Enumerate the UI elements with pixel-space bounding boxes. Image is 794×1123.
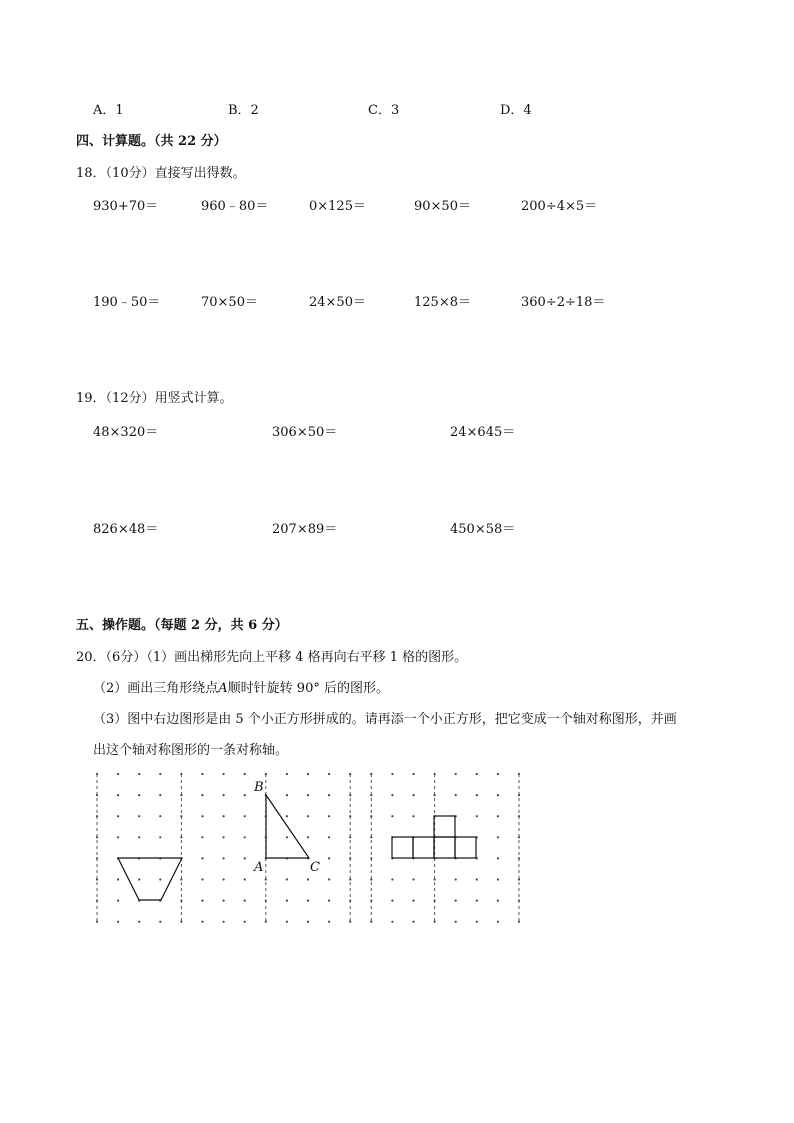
grid-dot xyxy=(476,773,478,775)
grid-dot xyxy=(244,836,246,838)
q18-title: 18．（10分）直接写出得数。 xyxy=(76,166,246,181)
grid-dot xyxy=(476,878,478,880)
q18-item: 24×50＝ xyxy=(309,295,366,310)
grid-dot xyxy=(286,900,288,902)
q19-item: 24×645＝ xyxy=(450,425,516,440)
grid-dot xyxy=(201,794,203,796)
grid-dot xyxy=(328,921,330,923)
q19-item: 48×320＝ xyxy=(93,425,159,440)
grid-dot xyxy=(223,773,225,775)
grid-dot xyxy=(201,836,203,838)
grid-dot xyxy=(117,921,119,923)
grid-dot xyxy=(412,900,414,902)
q19-item: 826×48＝ xyxy=(93,522,159,537)
grid-dot xyxy=(328,878,330,880)
q19-item: 306×50＝ xyxy=(272,425,338,440)
grid-dot xyxy=(244,773,246,775)
grid-dot xyxy=(201,815,203,817)
grid-dot xyxy=(244,815,246,817)
q19-title: 19．（12分）用竖式计算。 xyxy=(76,391,233,406)
vertex-a-label: A xyxy=(254,860,264,875)
q20-line-2-post: 顺时针旋转 90° 后的图形。 xyxy=(227,681,389,696)
grid-dot xyxy=(244,857,246,859)
grid-dot xyxy=(328,900,330,902)
grid-dot xyxy=(286,878,288,880)
grid-dot xyxy=(138,921,140,923)
grid-dot xyxy=(286,836,288,838)
q19-item: 450×58＝ xyxy=(450,522,516,537)
grid-dot xyxy=(497,900,499,902)
grid-dot xyxy=(117,815,119,817)
grid-dot xyxy=(307,773,309,775)
point-a-label: A xyxy=(218,681,228,696)
grid-dot xyxy=(138,773,140,775)
grid-dot xyxy=(391,921,393,923)
grid-dot xyxy=(117,836,119,838)
grid-dot xyxy=(223,815,225,817)
five-square-figure xyxy=(392,816,476,858)
grid-dot xyxy=(159,773,161,775)
grid-dot xyxy=(412,815,414,817)
grid-dot xyxy=(476,794,478,796)
grid-dot xyxy=(201,878,203,880)
q18-item: 360÷2÷18＝ xyxy=(521,295,606,310)
choice-b: B．2 xyxy=(228,103,259,118)
grid-dot xyxy=(244,794,246,796)
grid-dot xyxy=(201,900,203,902)
grid-dot xyxy=(223,794,225,796)
grid-dot xyxy=(497,794,499,796)
grid-dot xyxy=(412,794,414,796)
grid-dot xyxy=(412,773,414,775)
grid-dot xyxy=(159,921,161,923)
grid-dot xyxy=(159,815,161,817)
grid-dot xyxy=(286,921,288,923)
q20-line-2-pre: （2）画出三角形绕点 xyxy=(93,681,219,696)
grid-dot xyxy=(391,773,393,775)
trapezoid-shape xyxy=(118,858,182,900)
q20-line-1: 20．（6分）（1）画出梯形先向上平移 4 格再向右平移 1 格的图形。 xyxy=(76,650,468,665)
grid-dot xyxy=(455,900,457,902)
vertex-b-label: B xyxy=(254,780,264,795)
q18-item: 0×125＝ xyxy=(309,199,366,214)
unit-square xyxy=(413,837,434,858)
grid-dot xyxy=(307,836,309,838)
unit-square xyxy=(434,837,455,858)
grid-dot xyxy=(223,836,225,838)
q18-item: 190﹣50＝ xyxy=(93,295,161,310)
grid-dot xyxy=(138,836,140,838)
grid-dot xyxy=(244,900,246,902)
grid-dot xyxy=(497,878,499,880)
choice-d: D．4 xyxy=(500,103,532,118)
grid-dot xyxy=(307,815,309,817)
grid-dot xyxy=(391,815,393,817)
grid-dot xyxy=(286,794,288,796)
grid-dot xyxy=(138,878,140,880)
grid-dot xyxy=(328,836,330,838)
q18-item: 70×50＝ xyxy=(201,295,258,310)
grid-dot xyxy=(328,773,330,775)
grid-dot xyxy=(201,773,203,775)
grid-dot xyxy=(223,900,225,902)
grid-dot xyxy=(138,815,140,817)
grid-dot xyxy=(328,857,330,859)
grid-dot xyxy=(476,900,478,902)
grid-dot xyxy=(307,900,309,902)
grid-dot xyxy=(455,794,457,796)
q20-line-3: （3）图中右边图形是由 5 个小正方形拼成的。请再添一个小正方形，把它变成一个轴对称图形，并画 xyxy=(93,712,677,727)
q18-item: 90×50＝ xyxy=(414,199,471,214)
q20-line-4: 出这个轴对称图形的一条对称轴。 xyxy=(93,743,289,758)
grid-dot xyxy=(328,794,330,796)
grid-dot xyxy=(244,921,246,923)
q18-item: 930+70＝ xyxy=(93,199,159,214)
grid-dot xyxy=(307,921,309,923)
grid-dot xyxy=(159,836,161,838)
grid-dot xyxy=(497,836,499,838)
grid-dot xyxy=(159,878,161,880)
grid-dot xyxy=(307,794,309,796)
grid-dot xyxy=(244,878,246,880)
grid-dot xyxy=(138,794,140,796)
grid-dot xyxy=(159,794,161,796)
grid-dot xyxy=(391,794,393,796)
grid-dot xyxy=(201,921,203,923)
grid-dot xyxy=(497,815,499,817)
grid-dot xyxy=(455,773,457,775)
q19-item: 207×89＝ xyxy=(272,522,338,537)
grid-dot xyxy=(412,921,414,923)
grid-dot xyxy=(455,921,457,923)
grid-dot xyxy=(117,878,119,880)
unit-square xyxy=(455,837,476,858)
grid-dot xyxy=(223,857,225,859)
grid-dot xyxy=(286,773,288,775)
q18-item: 960﹣80＝ xyxy=(201,199,269,214)
q18-item: 125×8＝ xyxy=(414,295,471,310)
section-5-heading: 五、操作题。（每题 2 分，共 6 分） xyxy=(76,618,288,633)
grid-dot xyxy=(223,878,225,880)
grid-dot xyxy=(286,815,288,817)
grid-dot xyxy=(497,857,499,859)
grid-dot xyxy=(497,921,499,923)
section-4-heading: 四、计算题。（共 22 分） xyxy=(76,134,227,149)
choice-a: A．1 xyxy=(93,103,124,118)
choice-c: C．3 xyxy=(368,103,400,118)
unit-square xyxy=(434,816,455,837)
unit-square xyxy=(392,837,413,858)
q18-item: 200÷4×5＝ xyxy=(521,199,598,214)
grid-dot xyxy=(391,878,393,880)
grid-dot xyxy=(117,900,119,902)
grid-dot xyxy=(476,921,478,923)
grid-dot xyxy=(223,921,225,923)
grid-dot xyxy=(307,878,309,880)
triangle-shape xyxy=(266,795,309,858)
grid-dot xyxy=(412,878,414,880)
grid-dot xyxy=(455,878,457,880)
grid-dot xyxy=(328,815,330,817)
grid-dot xyxy=(497,773,499,775)
grid-dot xyxy=(117,773,119,775)
vertex-c-label: C xyxy=(310,860,320,875)
grid-dot xyxy=(476,815,478,817)
grid-dot xyxy=(391,900,393,902)
grid-dot xyxy=(117,794,119,796)
grid-dot xyxy=(201,857,203,859)
